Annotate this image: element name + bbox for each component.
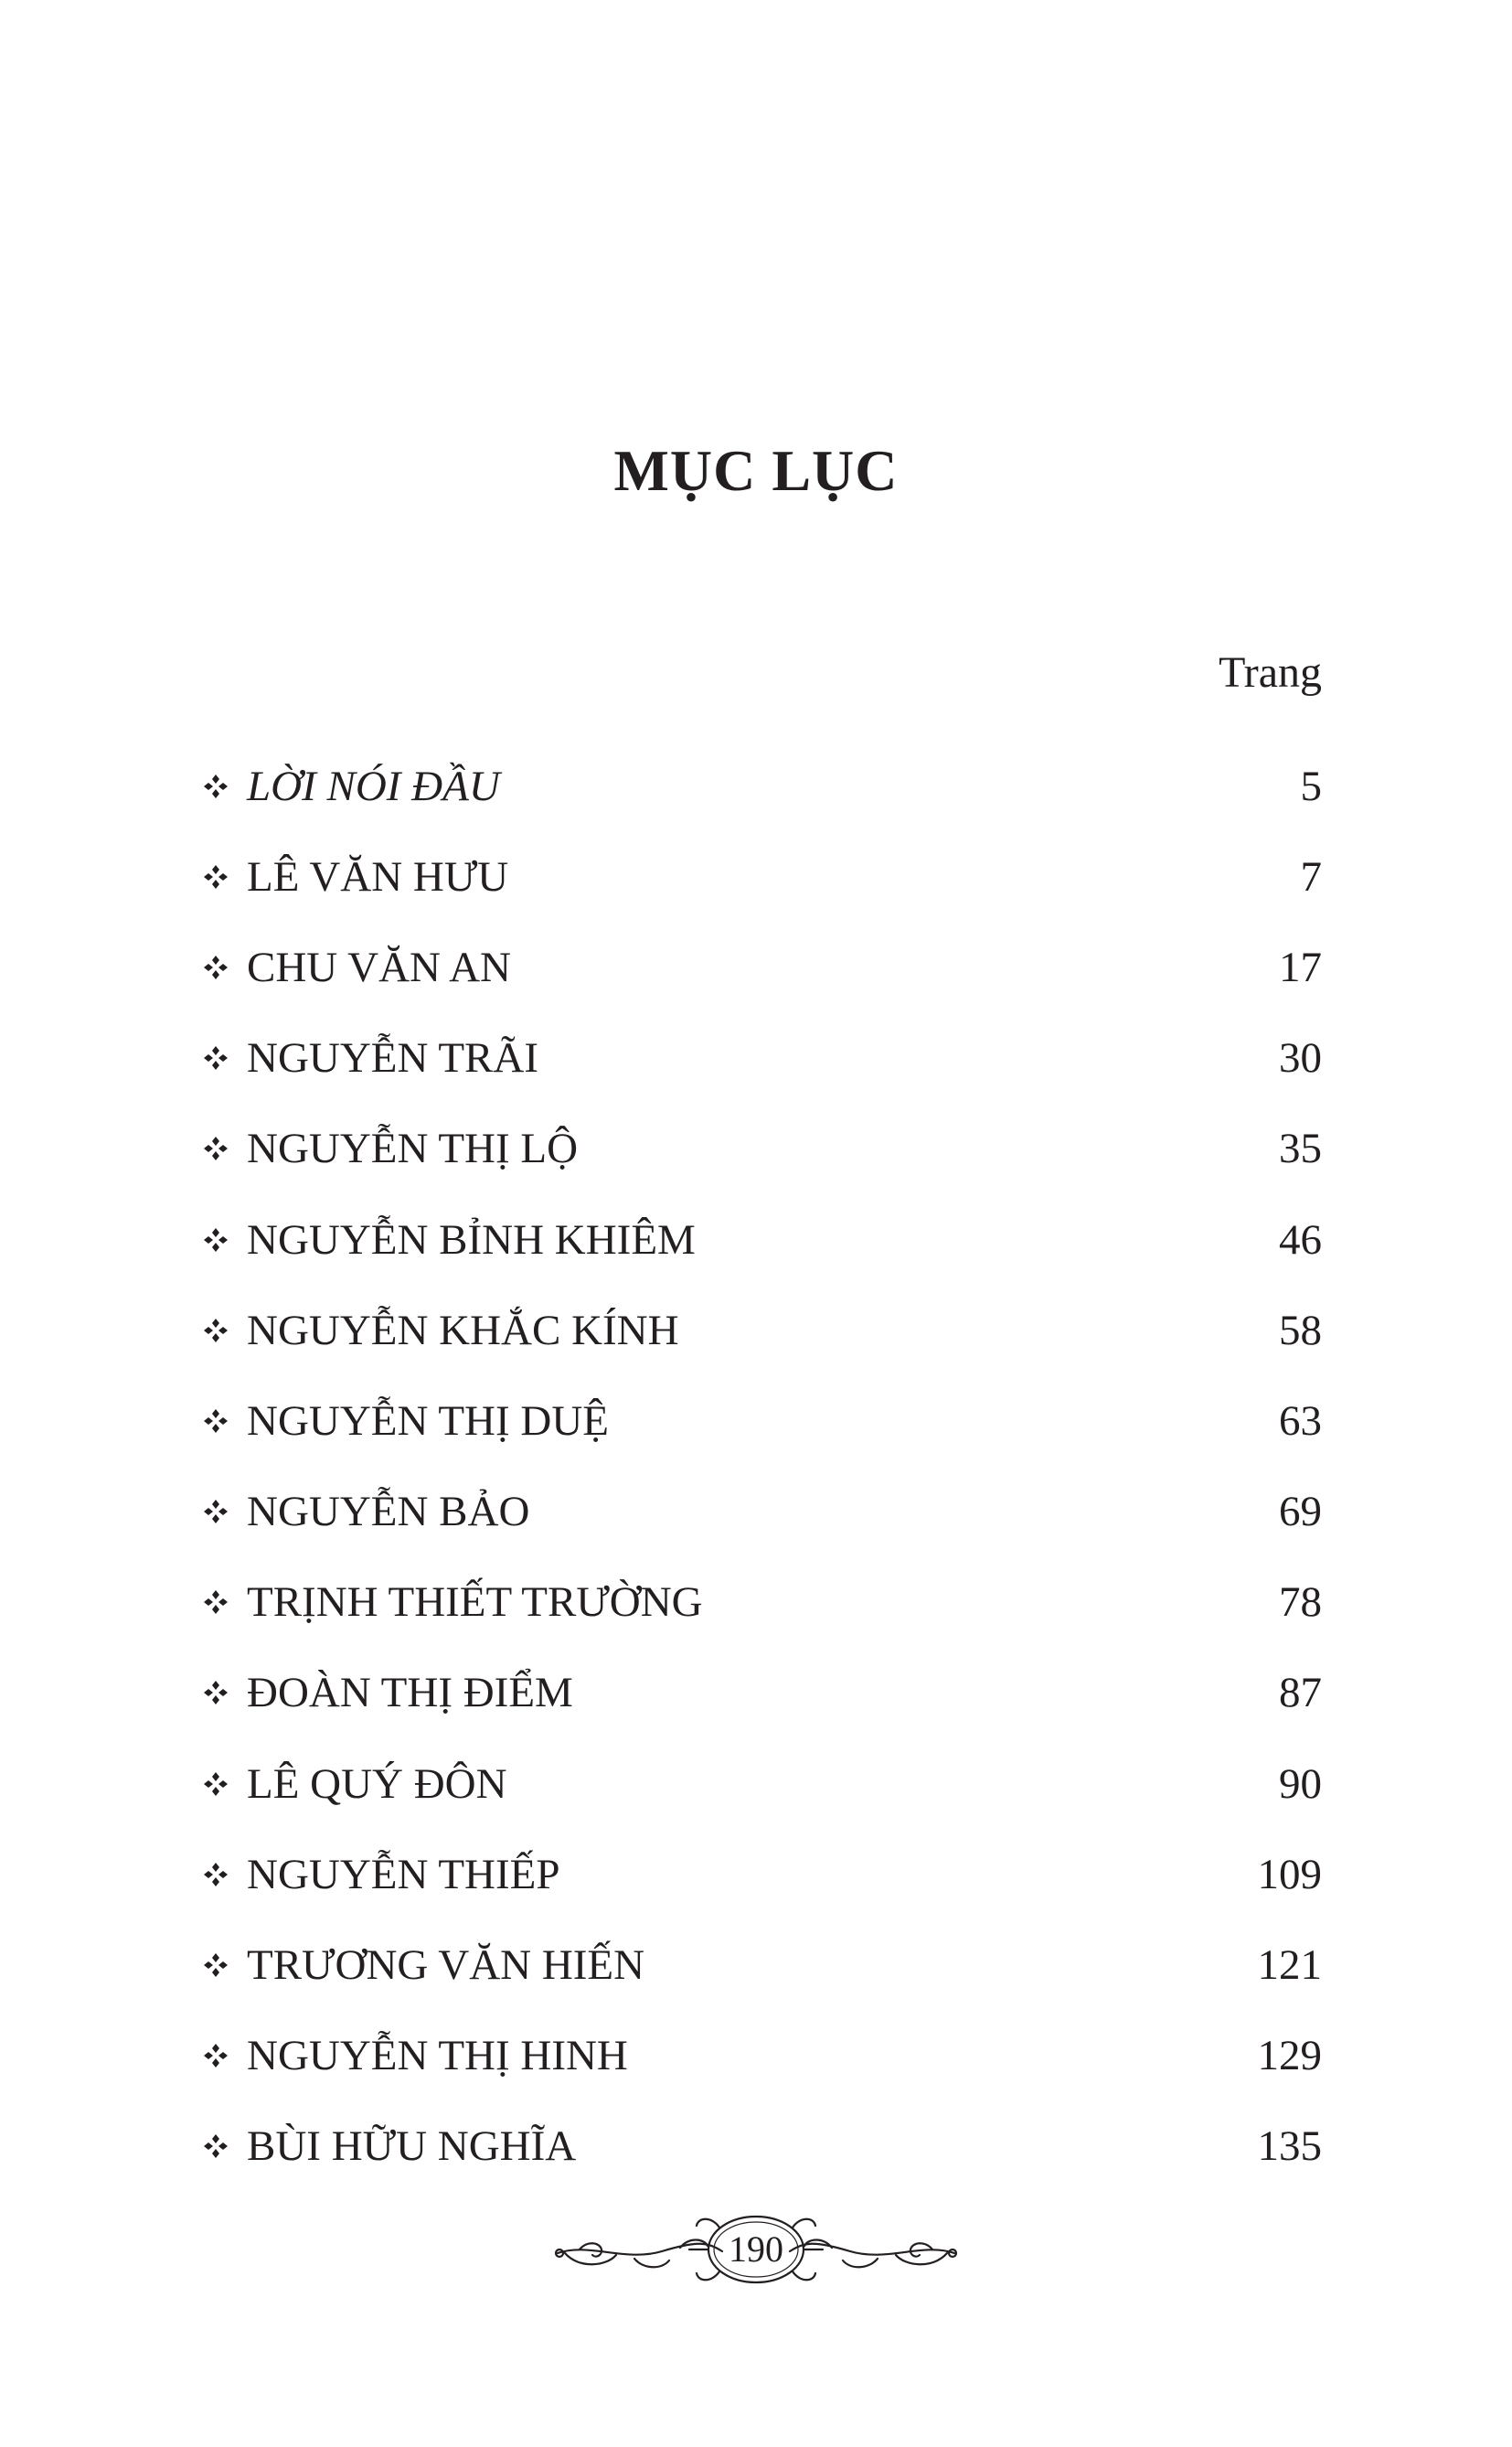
page-title: MỤC LỤC (613, 438, 899, 503)
toc-entry-label: LỜI NÓI ĐẦU (247, 762, 500, 810)
page-column-header: Trang (1219, 648, 1322, 697)
toc-entry-label: NGUYỄN THỊ DUỆ (247, 1396, 609, 1445)
toc-entry-label: NGUYỄN KHẮC KÍNH (247, 1306, 679, 1354)
toc-entry-page: 87 (1279, 1669, 1322, 1717)
toc-entry-label: LÊ QUÝ ĐÔN (247, 1759, 507, 1808)
toc-entry-label: LÊ VĂN HƯU (247, 852, 509, 901)
toc-entry (203, 1919, 1322, 2010)
diamond-bullet-icon (203, 1862, 229, 1887)
toc-entry (203, 1738, 1322, 1829)
page-number: 190 (729, 2228, 783, 2270)
toc-entry-label: CHU VĂN AN (247, 943, 511, 991)
diamond-bullet-icon (203, 1136, 229, 1161)
toc-entry (203, 2011, 1322, 2101)
toc-entry-label: NGUYỄN THỊ LỘ (247, 1125, 579, 1173)
diamond-bullet-icon (203, 955, 229, 980)
diamond-bullet-icon (203, 1227, 229, 1253)
toc-entry-page: 17 (1279, 943, 1322, 991)
diamond-bullet-icon (203, 1771, 229, 1797)
table-of-contents (203, 741, 1322, 2192)
toc-entry-page: 129 (1257, 2032, 1322, 2080)
toc-entry-page: 69 (1279, 1488, 1322, 1536)
diamond-bullet-icon (203, 2043, 229, 2068)
toc-entry (203, 1648, 1322, 1738)
diamond-bullet-icon (203, 1680, 229, 1705)
toc-entry-label: NGUYỄN THỊ HINH (247, 2032, 628, 2080)
toc-entry-label: NGUYỄN THIẾP (247, 1850, 560, 1898)
diamond-bullet-icon (203, 1589, 229, 1615)
toc-entry (203, 1375, 1322, 1466)
toc-entry (203, 1829, 1322, 1919)
diamond-bullet-icon (203, 1045, 229, 1071)
toc-entry (203, 1285, 1322, 1375)
diamond-bullet-icon (203, 1499, 229, 1524)
toc-entry (203, 922, 1322, 1012)
diamond-bullet-icon (203, 1408, 229, 1434)
toc-entry-label: NGUYỄN TRÃI (247, 1034, 538, 1083)
diamond-bullet-icon (203, 1952, 229, 1978)
toc-entry-label: BÙI HỮU NGHĨA (247, 2122, 577, 2171)
toc-entry-page: 121 (1257, 1941, 1322, 1990)
toc-entry (203, 1104, 1322, 1194)
toc-entry-page: 90 (1279, 1759, 1322, 1808)
toc-entry-page: 35 (1279, 1125, 1322, 1173)
diamond-bullet-icon (203, 2133, 229, 2159)
toc-entry (203, 1467, 1322, 1557)
toc-entry-label: ĐOÀN THỊ ĐIỂM (247, 1669, 573, 1717)
toc-entry (203, 2101, 1322, 2192)
toc-entry (203, 741, 1322, 831)
toc-entry-label: NGUYỄN BỈNH KHIÊM (247, 1215, 696, 1264)
diamond-bullet-icon (203, 864, 229, 890)
toc-entry (203, 1557, 1322, 1648)
toc-entry-page: 30 (1279, 1034, 1322, 1083)
toc-entry-page: 63 (1279, 1396, 1322, 1445)
toc-entry-page: 109 (1257, 1850, 1322, 1898)
toc-entry (203, 1013, 1322, 1104)
toc-entry-label: TRƯƠNG VĂN HIẾN (247, 1941, 645, 1990)
diamond-bullet-icon (203, 1318, 229, 1343)
toc-entry-page: 46 (1279, 1215, 1322, 1264)
toc-entry-page: 135 (1257, 2122, 1322, 2171)
toc-entry-page: 5 (1300, 762, 1322, 810)
toc-entry-label: TRỊNH THIẾT TRƯỜNG (247, 1578, 703, 1627)
toc-entry-page: 7 (1300, 852, 1322, 901)
toc-entry (203, 1194, 1322, 1285)
toc-entry (203, 831, 1322, 922)
toc-entry-page: 78 (1279, 1578, 1322, 1627)
toc-entry-page: 58 (1279, 1306, 1322, 1354)
diamond-bullet-icon (203, 774, 229, 799)
page-footer (552, 2206, 960, 2293)
toc-entry-label: NGUYỄN BẢO (247, 1488, 530, 1536)
